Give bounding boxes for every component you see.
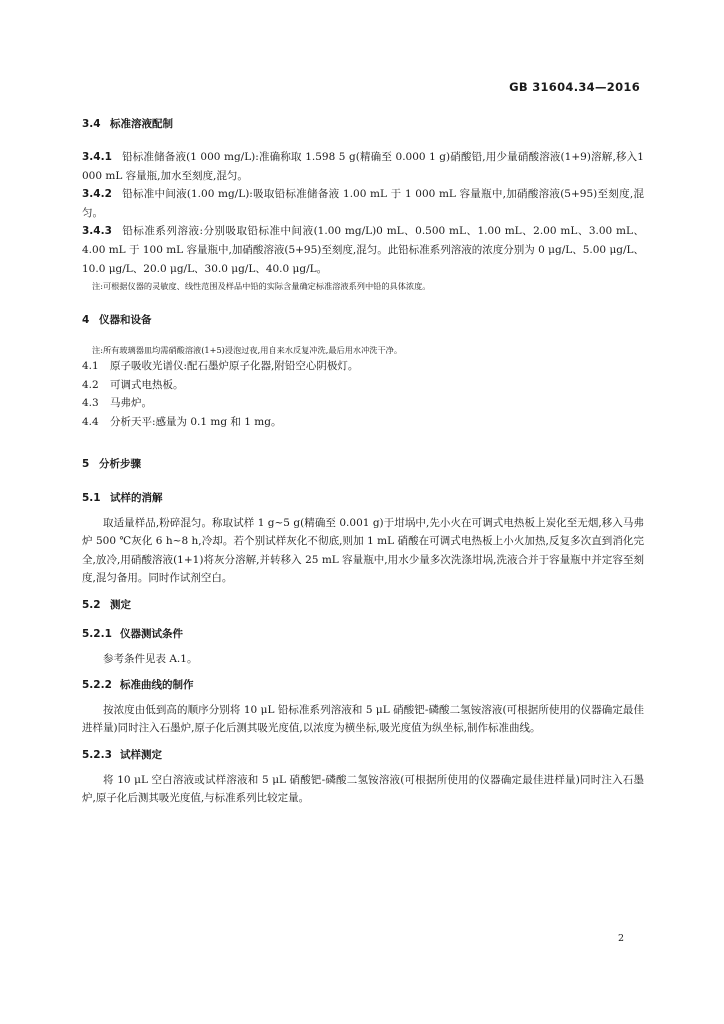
section-number: 5.2.2 [82,678,112,691]
section-number: 5.2.3 [82,748,112,761]
page-number: 2 [617,933,624,944]
section-number: 5.1 [82,491,101,504]
item-text: 马弗炉。 [110,397,152,410]
clause-number: 3.4.1 [82,151,112,163]
clause-number: 3.4.3 [82,225,112,238]
section-number: 5 [82,457,90,470]
clause-text: 铅标准系列溶液:分别吸取铅标准中间液(1.00 mg/L)0 mL、0.500 mL、1.00 mL、2.00 mL、3.00 mL、4.00 mL 于 100 mL 容量瓶中,加硝酸溶液(5+95)至刻度,混匀。此铅标准系列溶液的浓度分别为 0 μg/L、5.00 μg/L、10.0 μg/L、20.0 μg/L、30.0 μg/L、40.0 μg/L。 [82,225,644,275]
section-3-4-3 [82,222,644,278]
item-number: 4.4 [82,415,99,428]
section-5-2-1-heading [82,626,644,642]
section-5-2-3-heading [82,747,644,763]
section-5-2-1-text: 参考条件见表 A.1。 [103,652,198,665]
section-title: 标准曲线的制作 [120,678,194,691]
section-4-heading [82,312,644,328]
clause-number: 3.4.2 [82,188,112,201]
standard-code: GB 31604.34—2016 [509,80,640,94]
item-number: 4.1 [82,360,99,373]
section-number: 3.4 [82,118,101,130]
section-3-4-1 [82,148,644,185]
note-standard-concentration: 注:可根据仪器的灵敏度、线性范围及样品中铅的实际含量确定标准溶液系列中铅的具体浓度。 [92,281,431,292]
section-5-1-heading [82,490,644,506]
item-number: 4.2 [82,378,99,391]
section-title: 仪器和设备 [99,314,152,327]
section-5-2-heading [82,597,644,613]
section-3-4-2 [82,185,644,222]
section-5-2-2-text: 按浓度由低到高的顺序分别将 10 μL 铅标准系列溶液和 5 μL 硝酸钯-磷酸二氢铵溶液(可根据所使用的仪器确定最佳进样量)同时注入石墨炉,原子化后测其吸光度值,以浓度为横坐标,吸光度值为纵坐标,制作标准曲线。 [82,703,644,735]
section-number: 5.2.1 [82,627,112,640]
item-number: 4.3 [82,397,99,410]
item-text: 原子吸收光谱仪:配石墨炉原子化器,附铅空心阴极灯。 [110,360,359,373]
section-title: 仪器测试条件 [120,627,183,640]
clause-text: 铅标准储备液(1 000 mg/L):准确称取 1.598 5 g(精确至 0.000 1 g)硝酸铅,用少量硝酸溶液(1+9)溶解,移入1 000 mL 容量瓶,加水至刻度,混匀。 [82,151,644,182]
section-title: 标准溶液配制 [110,118,173,130]
item-text: 分析天平:感量为 0.1 mg 和 1 mg。 [110,415,282,428]
section-5-2-3-text: 将 10 μL 空白溶液或试样溶液和 5 μL 硝酸钯-磷酸二氢铵溶液(可根据所使用的仪器确定最佳进样量)同时注入石墨炉,原子化后测其吸光度值,与标准系列比较定量。 [82,773,644,805]
section-title: 试样测定 [120,748,162,761]
section-3-4-heading [82,116,644,132]
section-4-3 [82,394,644,413]
section-5-2-2-heading [82,677,644,693]
section-4-2 [82,376,644,395]
item-text: 可调式电热板。 [110,378,184,391]
section-number: 4 [82,314,90,327]
section-number: 5.2 [82,598,101,611]
section-5-1-text: 取适量样品,粉碎混匀。称取试样 1 g~5 g(精确至 0.001 g)于坩埚中,先小火在可调式电热板上炭化至无烟,移入马弗炉 500 ℃灰化 6 h~8 h,冷却。若个别试样灰化不彻底,则加 1 mL 硝酸在可调式电热板上小火加热,反复多次直到消化完全,放冷,用硝酸溶液(1+1)将灰分溶解,并转移入 25 mL 容量瓶中,用水少量多次洗涤坩埚,洗液合并于容量瓶中并定容至刻度,混匀备用。同时作试剂空白。 [82,516,644,585]
section-title: 试样的消解 [110,491,163,504]
section-title: 分析步骤 [99,457,141,470]
note-glassware: 注:所有玻璃器皿均需硝酸溶液(1+5)浸泡过夜,用自来水反复冲洗,最后用水冲洗干净。 [92,345,403,356]
section-5-heading [82,456,644,472]
clause-text: 铅标准中间液(1.00 mg/L):吸取铅标准储备液 1.00 mL 于 1 000 mL 容量瓶中,加硝酸溶液(5+95)至刻度,混匀。 [82,188,644,219]
section-4-4 [82,413,644,432]
section-4-1 [82,357,644,376]
page-content [82,116,644,808]
section-title: 测定 [110,598,131,611]
